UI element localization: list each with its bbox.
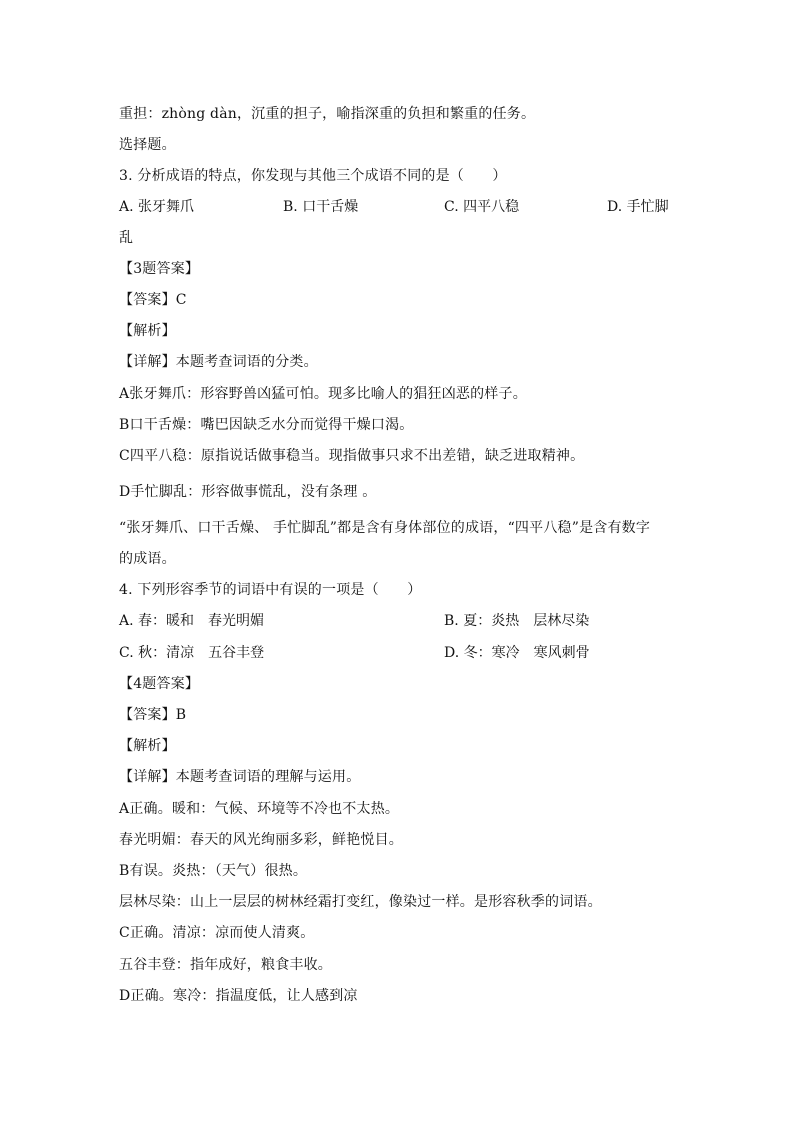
question-3-answer-title: 【3题答案】 [119,261,200,277]
question-3-option-d: D. 手忙脚 [607,199,669,215]
question-4-option-b: B. 夏：炎热 层林尽染 [444,613,590,629]
question-3-summary-line-1: “张牙舞爪、口干舌燥、 手忙脚乱”都是含有身体部位的成语，“四平八稳”是含有数字 [119,520,651,536]
question-3-explanation-b: B口干舌燥：嘴巴因缺乏水分而觉得干燥口渴。 [119,417,414,433]
question-4-explanation-a2: 春光明媚：春天的风光绚丽多彩，鲜艳悦目。 [119,832,403,848]
question-3-stem: 3. 分析成语的特点，你发现与其他三个成语不同的是（ ） [119,168,507,184]
question-3-option-c: C. 四平八稳 [444,199,520,215]
question-3-option-d-continued: 乱 [119,230,134,246]
question-3-analysis-label: 【解析】 [119,323,176,339]
question-4-option-a: A. 春：暖和 春光明媚 [119,613,265,629]
question-4-explanation-b2: 层林尽染：山上一层层的树林经霜打变红，像染过一样。是形容秋季的词语。 [119,894,602,910]
question-3-summary-line-2: 的成语。 [119,551,176,567]
question-4-explanation-a1: A正确。暖和：气候、环境等不冷也不太热。 [119,801,400,817]
question-3-answer: 【答案】C [119,292,187,308]
question-4-stem: 4. 下列形容季节的词语中有误的一项是（ ） [119,582,422,598]
question-4-explanation-c2: 五谷丰登：指年成好，粮食丰收。 [119,957,332,973]
question-4-explanation-b1: B有误。炎热：（天气）很热。 [119,863,308,879]
question-3-explanation-a: A张牙舞爪：形容野兽凶猛可怕。现多比喻人的猖狂凶恶的样子。 [119,386,527,402]
question-3-explanation-c: C四平八稳：原指说话做事稳当。现指做事只求不出差错，缺乏进取精神。 [119,448,585,464]
question-3-option-b: B. 口干舌燥 [283,199,359,215]
question-4-explanation-d1: D正确。寒冷：指温度低，让人感到凉 [119,988,358,1004]
question-4-answer: 【答案】B [119,707,187,723]
question-3-explanation-d: D手忙脚乱：形容做事慌乱，没有条理 。 [119,484,377,500]
question-4-detail: 【详解】本题考查词语的理解与运用。 [119,769,361,785]
question-4-option-c: C. 秋：清凉 五谷丰登 [119,645,265,661]
definition-line: 重担：zhòng dàn，沉重的担子，喻指深重的负担和繁重的任务。 [119,106,536,122]
question-4-analysis-label: 【解析】 [119,738,176,754]
question-4-explanation-c1: C正确。清凉：凉而使人清爽。 [119,925,315,941]
question-4-answer-title: 【4题答案】 [119,676,200,692]
section-heading: 选择题。 [119,137,176,153]
question-4-option-d: D. 冬：寒冷 寒风刺骨 [444,645,590,661]
question-3-detail: 【详解】本题考查词语的分类。 [119,354,318,370]
question-3-option-a: A. 张牙舞爪 [119,199,195,215]
